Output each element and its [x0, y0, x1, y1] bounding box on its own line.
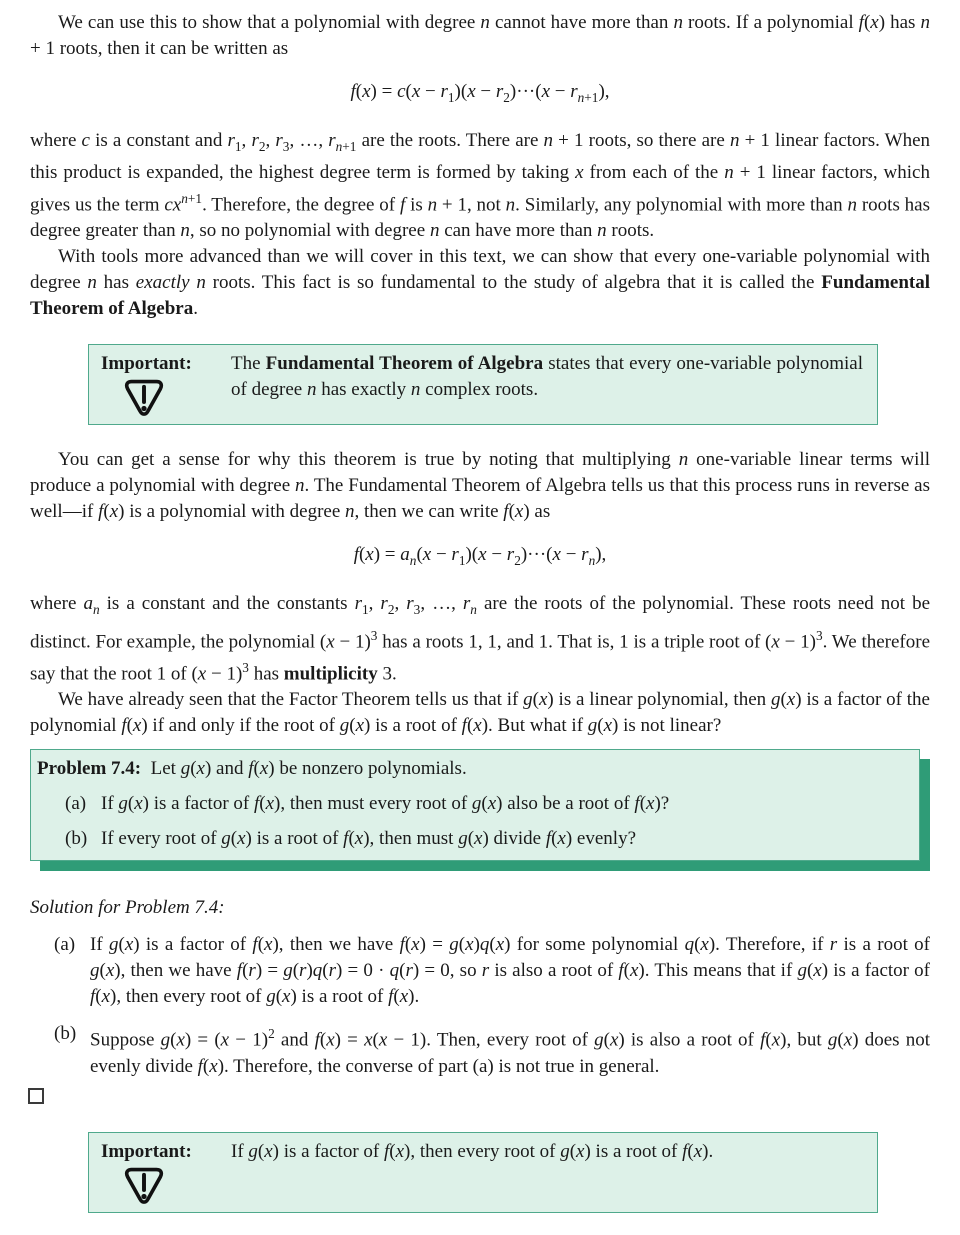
equation-factored-n: $f(x) = a_n(x - r_1)(x - r_2)\cdot\cdot\cdot(x - r_n)$,: [353, 543, 607, 568]
solution-part-a-text: If g(x) is a factor of f(x), then we have f(x) = g(x)q(x) for some polynomial q(x). Therefore, if r is a root of g(x), then we have f(r) = g(r)q(r) = 0 · q(r) = 0, so r is also a root of f(x). This means that if g(x) is a factor of f(x), then every root of g(x) is a root of f(x).: [90, 934, 931, 1008]
problem-part-b: [37, 826, 905, 852]
important-text: The Fundamental Theorem of Algebra states that every one-variable polynomial of degree n has exactly n complex roots.: [231, 352, 864, 400]
solution-part-a-label: (a): [54, 934, 76, 956]
problem-part-a-text: If g(x) is a factor of f(x), then must every root of g(x) also be a root of f(x)?: [101, 793, 670, 815]
equation-factored-n-plus-1: $f(x) = c(x - r_1)(x - r_2)\cdot\cdot\cdot(x - r_{n+1})$,: [350, 81, 610, 105]
important-label: Important:: [101, 352, 192, 374]
end-of-solution-marker: [28, 1088, 44, 1104]
important-label: Important:: [101, 1140, 192, 1162]
problem-part-b-text: If every root of g(x) is a root of f(x), then must g(x) divide f(x) evenly?: [101, 828, 637, 850]
important-label-column: [101, 1139, 231, 1206]
problem-part-a-label: (a): [65, 793, 87, 815]
problem-box-7-4: [30, 749, 920, 861]
problem-part-b-label: (b): [65, 828, 88, 850]
solution-heading: Solution for Problem 7.4:: [30, 897, 225, 919]
solution-part-b: [30, 1021, 930, 1079]
important-label-column: [101, 351, 231, 418]
problem-part-a: [37, 791, 905, 817]
paragraph-factor-theorem: We have already seen that the Factor Theorem tells us that if g(x) is a linear polynomial, then g(x) is a factor of the polynomial f(x) if and only if the root of g(x) is a root of f(x). But what if g(x) is not linear?: [30, 689, 930, 737]
important-box-fta: [88, 344, 878, 425]
paragraph-fta-intro: With tools more advanced than we will cover in this text, we can show that every one-variable polynomial with degree n has exactly n roots. This fact is so fundamental to the study of algebra that it is called the Fundamental Theorem of Algebra.: [30, 245, 931, 319]
paragraph-sense-theorem: You can get a sense for why this theorem is true by noting that multiplying n one-variable linear terms will produce a polynomial with degree n. The Fundamental Theorem of Algebra tells us that this process runs in reverse as well—if f(x) is a polynomial with degree n, then we can write f(x) as: [30, 448, 930, 522]
solution-part-b-label: (b): [54, 1023, 77, 1045]
problem-title: Problem 7.4: Let g(x) and f(x) be nonzero polynomials.: [37, 758, 467, 780]
warning-exclamation-icon: [123, 1166, 165, 1206]
paragraph-where-c-constant: where c is a constant and $r_1$, $r_2$, $r_3$, …, $r_{n+1}$ are the roots. There are n + 1 roots, so there are n + 1 linear factors. When this product is expanded, the highest degree term is formed by taking x from each of the n + 1 linear factors, which gives us the term $cx^{n+1}$. Therefore, the degree of f is n + 1, not n. Similarly, any polynomial with more than n roots has degree greater than n, so no polynomial with degree n can have more than n roots.: [30, 129, 931, 241]
paragraph-where-an-constant: where $a_n$ is a constant and the constants $r_1$, $r_2$, $r_3$, …, $r_n$ are the roots of the polynomial. These roots need not be distinct. For example, the polynomial $(x - 1)^3$ has a roots 1, 1, and 1. That is, 1 is a triple root of $(x - 1)^3$. We therefore say that the root 1 of $(x - 1)^3$ has multiplicity 3.: [30, 592, 931, 685]
solution-part-a: [30, 932, 930, 1010]
important-box-factor-root: [88, 1132, 878, 1213]
important-text: If g(x) is a factor of f(x), then every root of g(x) is a root of f(x).: [231, 1140, 714, 1162]
paragraph-degree-n-roots: We can use this to show that a polynomial with degree n cannot have more than n roots. If a polynomial f(x) has n + 1 roots, then it can be written as: [30, 12, 930, 59]
solution-part-b-text: Suppose $g(x) = (x - 1)^2$ and f(x) = x(x − 1). Then, every root of g(x) is also a root of f(x), but g(x) does not evenly divide f(x). Therefore, the converse of part (a) is not true in general.: [90, 1026, 931, 1077]
warning-exclamation-icon: [123, 378, 165, 418]
